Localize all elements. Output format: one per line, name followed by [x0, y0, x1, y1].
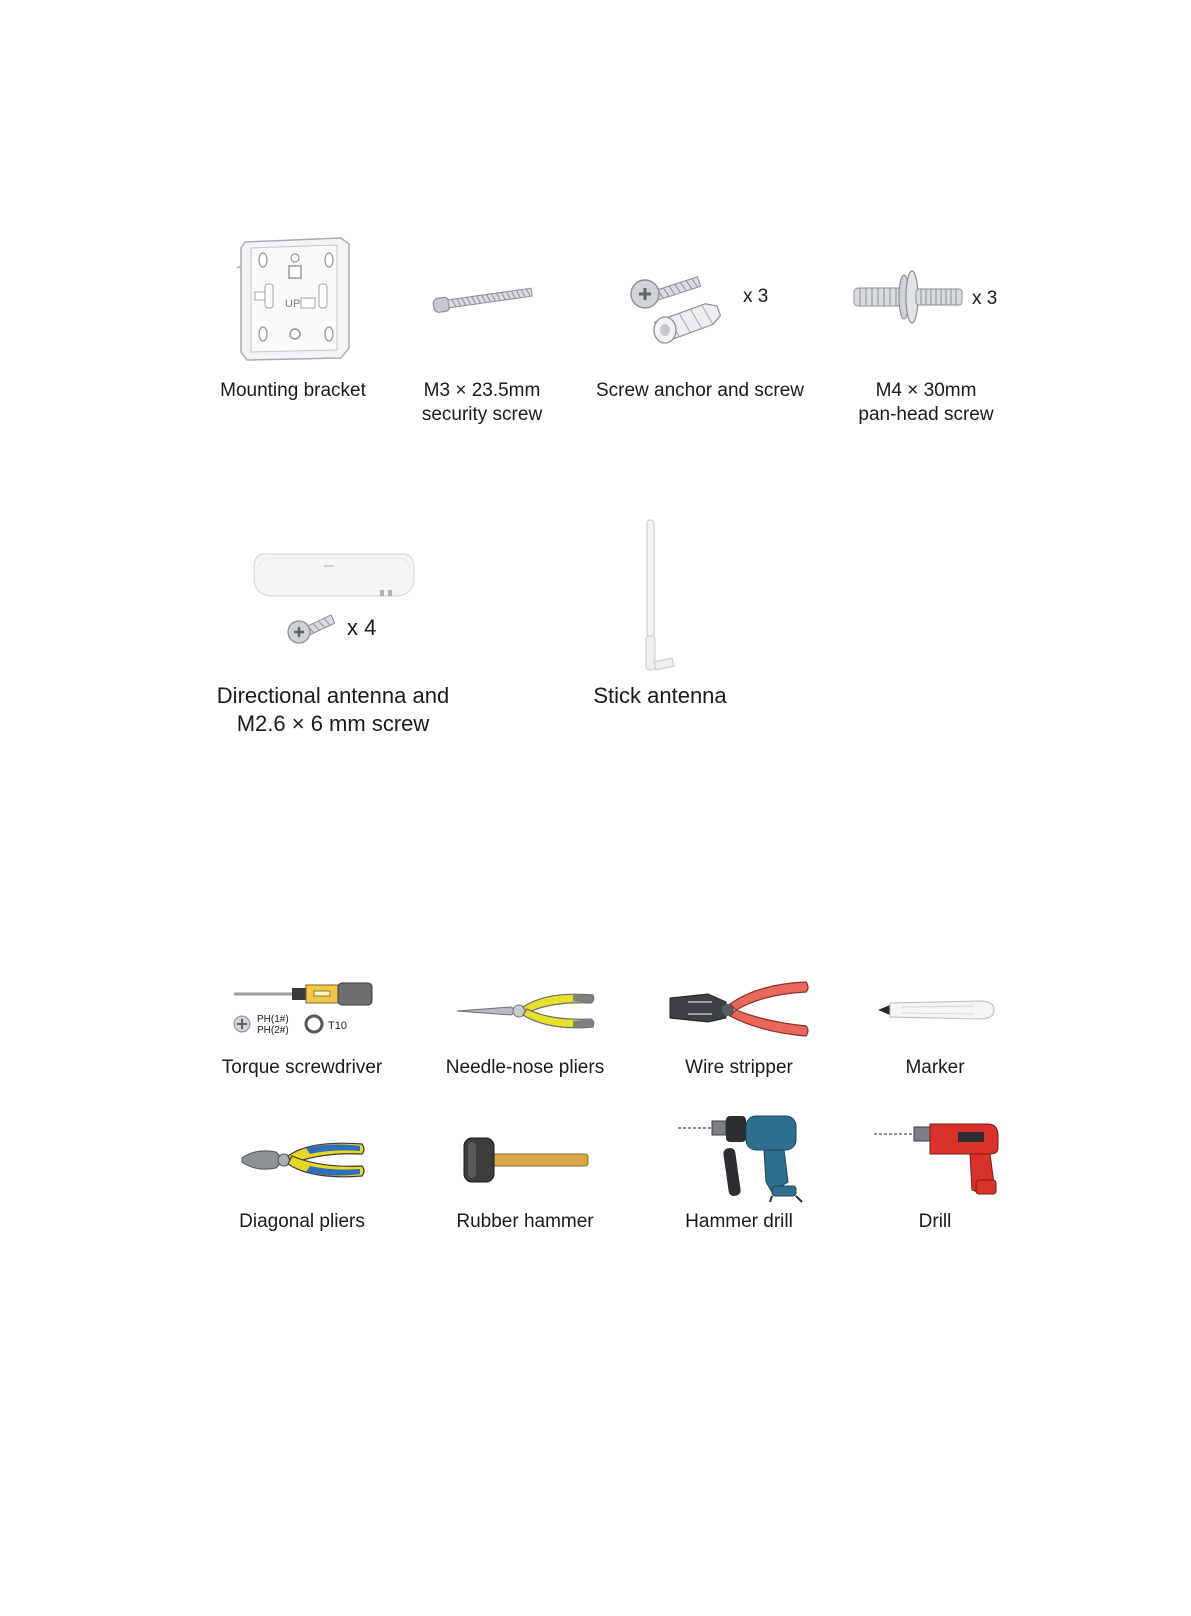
pan-head-screw-quantity: x 3	[972, 288, 998, 309]
needle-nose-pliers-label: Needle-nose pliers	[445, 1057, 605, 1078]
torque-bits-phillips	[257, 1014, 289, 1036]
directional-antenna-icon	[250, 548, 418, 604]
torque-screwdriver-icon	[230, 982, 374, 1042]
security-screw-label-line2: security screw	[421, 404, 543, 425]
directional-antenna-label-line1: Directional antenna and	[216, 683, 450, 708]
torque-bit-t10: T10	[328, 1020, 347, 1032]
diagonal-pliers-label: Diagonal pliers	[239, 1211, 365, 1232]
mounting-bracket-icon	[237, 236, 352, 362]
wire-stripper-icon	[668, 978, 810, 1042]
torque-screwdriver-label: Torque screwdriver	[221, 1057, 383, 1078]
screw-anchor-quantity: x 3	[743, 286, 769, 307]
torque-bit-ph1: PH(1#)	[257, 1014, 289, 1025]
hammer-drill-label: Hammer drill	[685, 1211, 793, 1232]
directional-antenna-label-line2: M2.6 × 6 mm screw	[236, 711, 430, 736]
screw-anchor-label: Screw anchor and screw	[595, 380, 805, 401]
rubber-hammer-icon	[462, 1134, 590, 1186]
security-screw-label-line1: M3 × 23.5mm	[423, 380, 541, 401]
antenna-screw-quantity: x 4	[347, 615, 377, 640]
pan-head-screw-icon	[852, 270, 966, 328]
pan-head-screw-label	[826, 379, 1026, 427]
mounting-bracket-label: Mounting bracket	[220, 380, 366, 401]
hammer-drill-icon	[676, 1112, 806, 1204]
rubber-hammer-label: Rubber hammer	[456, 1211, 594, 1232]
pan-head-screw-label-line2: pan-head screw	[858, 404, 994, 425]
security-screw-label	[382, 379, 582, 427]
stick-antenna-icon	[638, 518, 680, 674]
pan-head-screw-label-line1: M4 × 30mm	[875, 380, 977, 401]
diagonal-pliers-icon	[240, 1138, 366, 1182]
drill-icon	[872, 1122, 1000, 1198]
needle-nose-pliers-icon	[455, 989, 597, 1033]
torque-bit-ph2: PH(2#)	[257, 1025, 289, 1036]
antenna-screw-icon	[287, 612, 339, 646]
wire-stripper-label: Wire stripper	[685, 1057, 793, 1078]
marker-label: Marker	[905, 1057, 965, 1078]
screw-anchor-icon	[627, 269, 729, 343]
bracket-up-text: UP	[285, 298, 301, 310]
stick-antenna-label: Stick antenna	[593, 683, 727, 708]
directional-antenna-label	[193, 682, 473, 738]
drill-label: Drill	[918, 1211, 952, 1232]
marker-icon	[876, 997, 996, 1023]
security-screw-icon	[430, 282, 536, 314]
